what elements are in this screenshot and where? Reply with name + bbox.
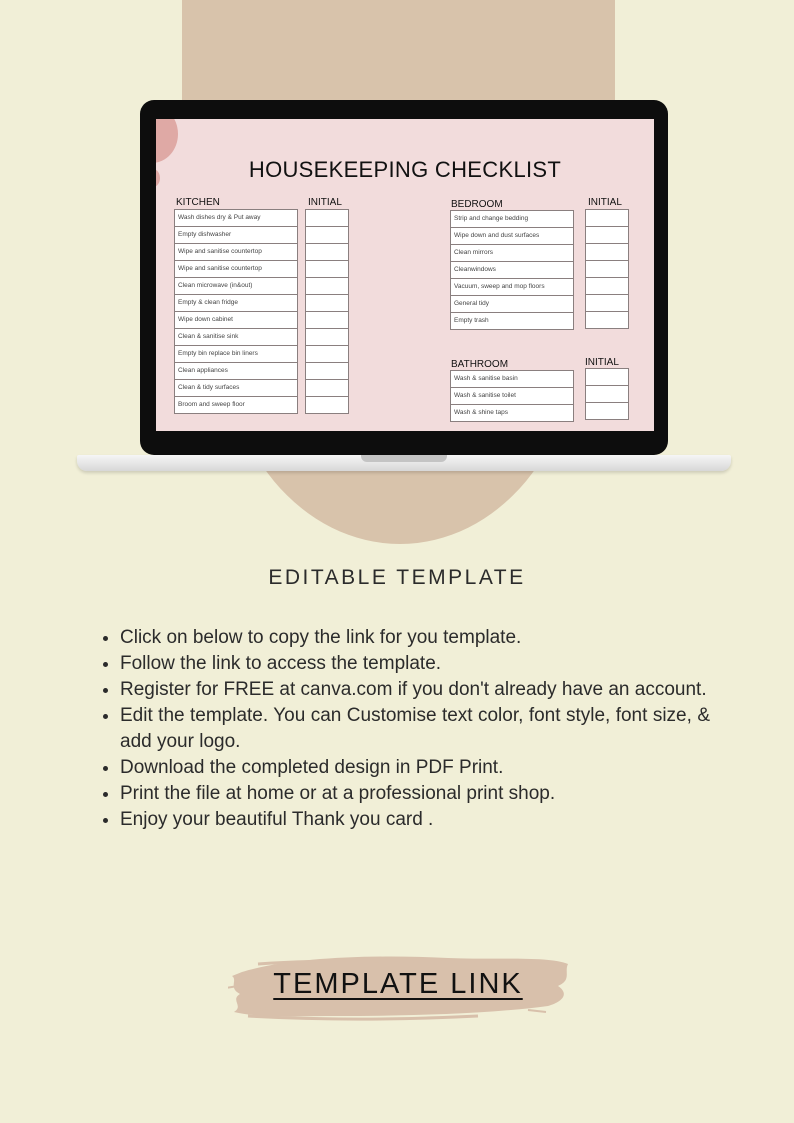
checklist-task: Vacuum, sweep and mop floors [450,279,574,296]
laptop-screen [156,119,654,431]
bedroom-label: BEDROOM [451,199,503,210]
instruction-item: • Edit the template. You can Customise text color, font style, font size, & add your logo. [120,703,710,755]
initial-box [305,295,349,312]
instruction-item: • Click on below to copy the link for you template. [120,625,710,651]
bathroom-initial-label: INITIAL [585,357,619,368]
template-link[interactable]: TEMPLATE LINK [273,968,523,1000]
instruction-item: • Follow the link to access the template. [120,651,710,677]
editable-template-heading: EDITABLE TEMPLATE [268,566,526,589]
initial-box [585,244,629,261]
instruction-item: • Register for FREE at canva.com if you don't already have an account. [120,677,710,703]
checklist-task: General tidy [450,296,574,313]
checklist-task: Cleanwindows [450,262,574,279]
instruction-item: • Enjoy your beautiful Thank you card . [120,807,710,833]
initial-box [305,363,349,380]
checklist-task: Wipe down cabinet [174,312,298,329]
checklist-task: Wipe and sanitise countertop [174,261,298,278]
initial-box [305,397,349,414]
checklist-task: Clean & tidy surfaces [174,380,298,397]
initial-box [585,227,629,244]
initial-box [305,244,349,261]
initial-box [305,346,349,363]
decorative-rectangle [182,0,615,100]
bedroom-initial-label: INITIAL [588,197,622,208]
checklist-task: Strip and change bedding [450,210,574,228]
checklist-task: Empty dishwasher [174,227,298,244]
checklist-task: Clean & sanitise sink [174,329,298,346]
kitchen-task-list [174,209,298,414]
initial-box [585,278,629,295]
initial-box [305,312,349,329]
checklist-task: Wash & shine taps [450,405,574,422]
instruction-list [100,625,710,833]
initial-box [305,329,349,346]
initial-box [305,380,349,397]
initial-box [585,261,629,278]
initial-box [585,386,629,403]
initial-box [305,278,349,295]
initial-box [585,312,629,329]
bathroom-initial-column [585,368,629,420]
instruction-item: • Download the completed design in PDF Print. [120,755,710,781]
initial-box [585,209,629,227]
initial-box [585,295,629,312]
checklist-task: Clean appliances [174,363,298,380]
checklist-task: Empty trash [450,313,574,330]
checklist-task: Wipe down and dust surfaces [450,228,574,245]
bedroom-initial-column [585,209,629,329]
initial-box [305,227,349,244]
kitchen-initial-label: INITIAL [308,197,342,208]
checklist-task: Wash dishes dry & Put away [174,209,298,227]
initial-box [305,209,349,227]
initial-box [585,403,629,420]
checklist-title: HOUSEKEEPING CHECKLIST [248,157,562,182]
bathroom-task-list [450,370,574,422]
bathroom-label: BATHROOM [451,359,509,370]
checklist-task: Empty & clean fridge [174,295,298,312]
bedroom-task-list [450,210,574,330]
checklist-task: Clean mirrors [450,245,574,262]
initial-box [585,368,629,386]
checklist-task: Wash & sanitise basin [450,370,574,388]
checklist-task: Clean microwave (in&out) [174,278,298,295]
initial-box [305,261,349,278]
kitchen-initial-column [305,209,349,414]
laptop-notch [361,455,447,462]
checklist-task: Wash & sanitise toilet [450,388,574,405]
checklist-task: Empty bin replace bin liners [174,346,298,363]
instruction-item: • Print the file at home or at a professional print shop. [120,781,710,807]
checklist-task: Wipe and sanitise countertop [174,244,298,261]
kitchen-label: KITCHEN [176,197,220,208]
checklist-task: Broom and sweep floor [174,397,298,414]
